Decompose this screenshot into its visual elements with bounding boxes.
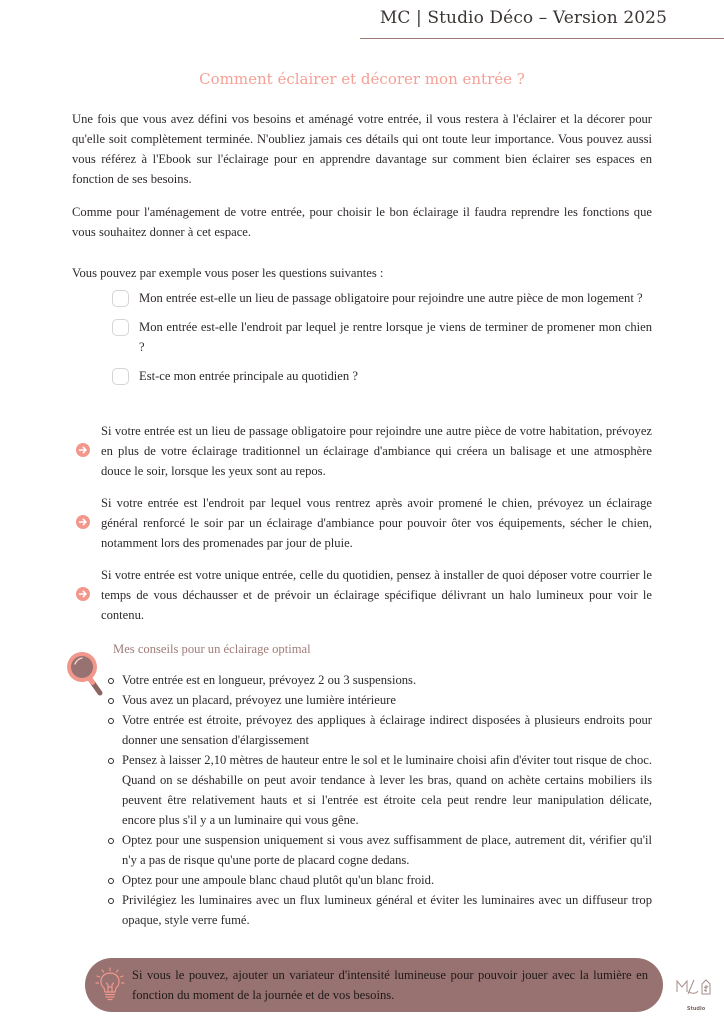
bullet-icon — [108, 678, 114, 684]
dimmer-tip-callout — [85, 958, 663, 1012]
checkbox[interactable] — [112, 319, 129, 336]
bullet-icon — [108, 718, 114, 724]
bullet-icon — [108, 698, 114, 704]
checklist-item-label: Mon entrée est-elle l'endroit par lequel je rentre lorsque je viens de terminer de promener mon chien ? — [139, 320, 652, 354]
tip-text: Votre entrée est étroite, prévoyez des appliques à éclairage indirect disposées à plusieurs endroits pour donner une sensation d'élargissement — [122, 713, 652, 747]
tips-list — [104, 670, 652, 930]
intro-paragraph: Une fois que vous avez défini vos besoins et aménagé votre entrée, il vous restera à l'éclairer et la décorer pour qu'elle soit complètement terminée. N'oubliez jamais ces détails qui ont toute leur importance. Vous pouvez aussi vous référez à l'Ebook sur l'éclairage pour en apprendre davantage sur comment bien éclairer ses espaces en fonction de ses besoins. — [72, 112, 652, 186]
tip-item — [104, 670, 652, 690]
tip-text: Privilégiez les luminaires avec un flux lumineux général et éviter les luminaires avec un diffuseur trop opaque, style verre fumé. — [122, 893, 652, 927]
page-title: Comment éclairer et décorer mon entrée ? — [199, 70, 525, 88]
tip-text: Vous avez un placard, prévoyez une lumière intérieure — [122, 693, 396, 707]
tip-text: Pensez à laisser 2,10 mètres de hauteur entre le sol et le luminaire choisi afin d'éviter tout risque de choc. Quand on se déshabille on peut avoir tendance à lever les bras, quand on achète certains mobiliers ils peuvent être relativement hauts et si l'entrée est étroite cela peut rendre leur manipulation délicate, encore plus s'il y a un luminaire qui vous gêne. — [122, 753, 652, 827]
checklist-item[interactable] — [112, 366, 652, 386]
answer-block — [76, 421, 652, 481]
tip-item — [104, 750, 652, 830]
answers-section — [76, 421, 652, 637]
checkbox[interactable] — [112, 368, 129, 385]
arrow-right-circle-icon — [76, 587, 90, 601]
header-title: MC | Studio Déco – Version 2025 — [379, 8, 667, 28]
bullet-icon — [108, 758, 114, 764]
tip-item — [104, 710, 652, 750]
tip-item — [104, 690, 652, 710]
functions-paragraph: Comme pour l'aménagement de votre entrée, pour choisir le bon éclairage il faudra reprendre les fonctions que vous souhaitez donner à cet espace. — [72, 205, 652, 239]
arrow-right-circle-icon — [76, 515, 90, 529]
lightbulb-icon — [93, 966, 127, 1004]
tip-text: Votre entrée est en longueur, prévoyez 2 ou 3 suspensions. — [122, 673, 417, 687]
answer-text: Si votre entrée est un lieu de passage obligatoire pour rejoindre une autre pièce de votre habitation, prévoyez en plus de votre éclairage traditionnel un éclairage d'ambiance qui créera un balisage et une atmosphère douce le soir, lorsque les yeux sont au repos. — [101, 424, 652, 478]
answer-block — [76, 493, 652, 553]
question-checklist — [112, 288, 652, 395]
bullet-icon — [108, 878, 114, 884]
tip-text: Optez pour une ampoule blanc chaud plutôt qu'un blanc froid. — [122, 873, 435, 887]
answer-block — [76, 565, 652, 625]
checkbox[interactable] — [112, 290, 129, 307]
arrow-right-circle-icon — [76, 443, 90, 457]
tips-title: Mes conseils pour un éclairage optimal — [113, 642, 311, 656]
checklist-item-label: Mon entrée est-elle un lieu de passage obligatoire pour rejoindre une autre pièce de mon logement ? — [139, 291, 643, 305]
magnifier-icon — [65, 650, 107, 698]
checklist-item[interactable] — [112, 288, 652, 308]
bullet-icon — [108, 898, 114, 904]
bullet-icon — [108, 838, 114, 844]
page-header — [360, 0, 724, 39]
questions-intro: Vous pouvez par exemple vous poser les questions suivantes : — [72, 266, 384, 280]
tip-item — [104, 890, 652, 930]
checklist-item[interactable] — [112, 317, 652, 357]
tip-text: Optez pour une suspension uniquement si vous avez suffisamment de place, autrement dit, vérifier qu'il n'y a pas de risque qu'une porte de placard cogne dedans. — [122, 833, 652, 867]
studio-logo — [674, 976, 718, 1020]
callout-text: Si vous le pouvez, ajouter un variateur d'intensité lumineuse pour pouvoir jouer avec la lumière en fonction du moment de la journée et de vos besoins. — [132, 968, 648, 1002]
checklist-item-label: Est-ce mon entrée principale au quotidien ? — [139, 369, 358, 383]
logo-text: Studio — [686, 1006, 706, 1012]
answer-text: Si votre entrée est l'endroit par lequel vous rentrez après avoir promené le chien, prévoyez un éclairage général renforcé le soir par un éclairage d'ambiance pour pouvoir ôter vos équipements, sécher le chien, notamment lors des promenades par jour de pluie. — [101, 496, 652, 550]
answer-text: Si votre entrée est votre unique entrée, celle du quotidien, pensez à installer de quoi déposer votre courrier le temps de vous déchausser et de prévoir un éclairage spécifique délivrant un halo lumineux pour voir le contenu. — [101, 568, 652, 622]
tip-item — [104, 870, 652, 890]
tip-item — [104, 830, 652, 870]
